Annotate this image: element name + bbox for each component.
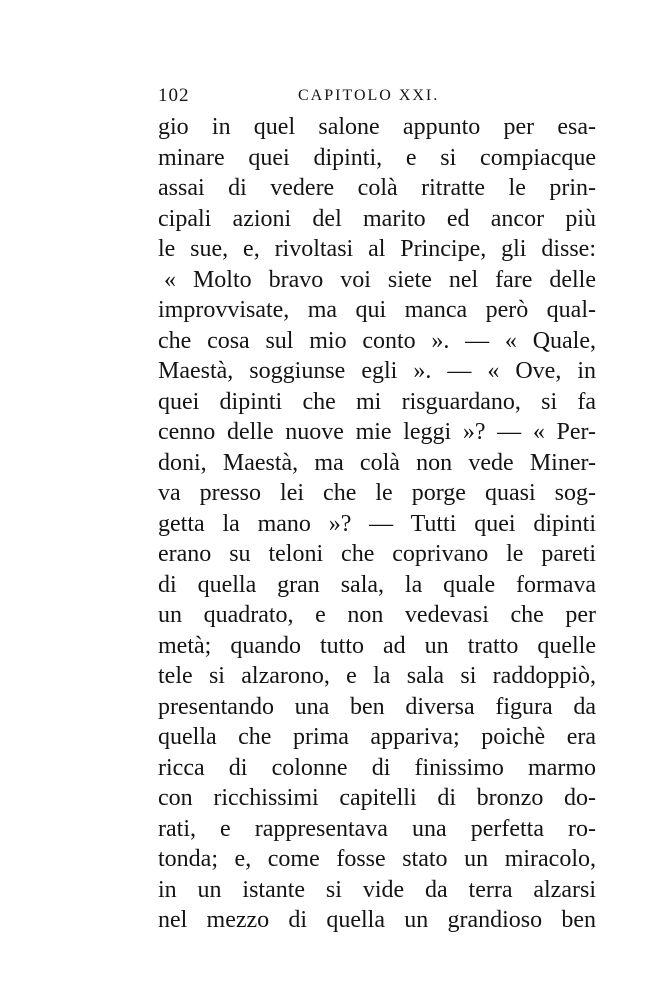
page-header — [158, 85, 593, 113]
text-line: va presso lei che le porge quasi sog- — [158, 480, 596, 506]
text-line: erano su teloni che coprivano le pareti — [158, 541, 596, 567]
text-line: Maestà, soggiunse egli ». — « Ove, in — [158, 358, 596, 384]
body-text — [158, 112, 596, 936]
text-line: di quella gran sala, la quale formava — [158, 571, 596, 598]
text-line: quei dipinti che mi risguardano, si fa — [158, 388, 596, 415]
text-line: getta la mano »? — Tutti quei dipinti — [158, 510, 596, 537]
text-line: minare quei dipinti, e si compiacque — [158, 144, 596, 171]
text-line: che cosa sul mio conto ». — « Quale, — [158, 327, 596, 354]
text-line: le sue, e, rivoltasi al Principe, gli disse: — [158, 236, 596, 262]
page-number: 102 — [158, 85, 190, 106]
text-line: cipali azioni del marito ed ancor più — [158, 205, 596, 232]
text-line: cenno delle nuove mie leggi »? — « Per- — [158, 419, 596, 445]
text-line: assai di vedere colà ritratte le prin- — [158, 175, 596, 201]
text-line: tele si alzarono, e la sala si raddoppiò, — [158, 663, 596, 689]
text-line: in un istante si vide da terra alzarsi — [158, 876, 596, 903]
text-line: doni, Maestà, ma colà non vede Miner- — [158, 449, 596, 476]
text-line: tonda; e, come fosse stato un miracolo, — [158, 846, 596, 872]
text-line: ricca di colonne di finissimo marmo — [158, 754, 596, 781]
text-line: gio in quel salone appunto per esa- — [158, 114, 596, 140]
text-line: rati, e rappresentava una perfetta ro- — [158, 815, 596, 842]
text-line: presentando una ben diversa figura da — [158, 693, 596, 720]
text-line: metà; quando tutto ad un tratto quelle — [158, 632, 596, 659]
text-line: « Molto bravo voi siete nel fare delle — [164, 266, 596, 293]
running-head: CAPITOLO XXI. — [298, 87, 440, 104]
text-line: con ricchissimi capitelli di bronzo do- — [158, 785, 596, 811]
text-line: improvvisate, ma qui manca però qual- — [158, 297, 596, 323]
text-line: nel mezzo di quella un grandioso ben — [158, 907, 596, 933]
text-line: quella che prima appariva; poichè era — [158, 724, 596, 750]
text-line: un quadrato, e non vedevasi che per — [158, 602, 596, 628]
